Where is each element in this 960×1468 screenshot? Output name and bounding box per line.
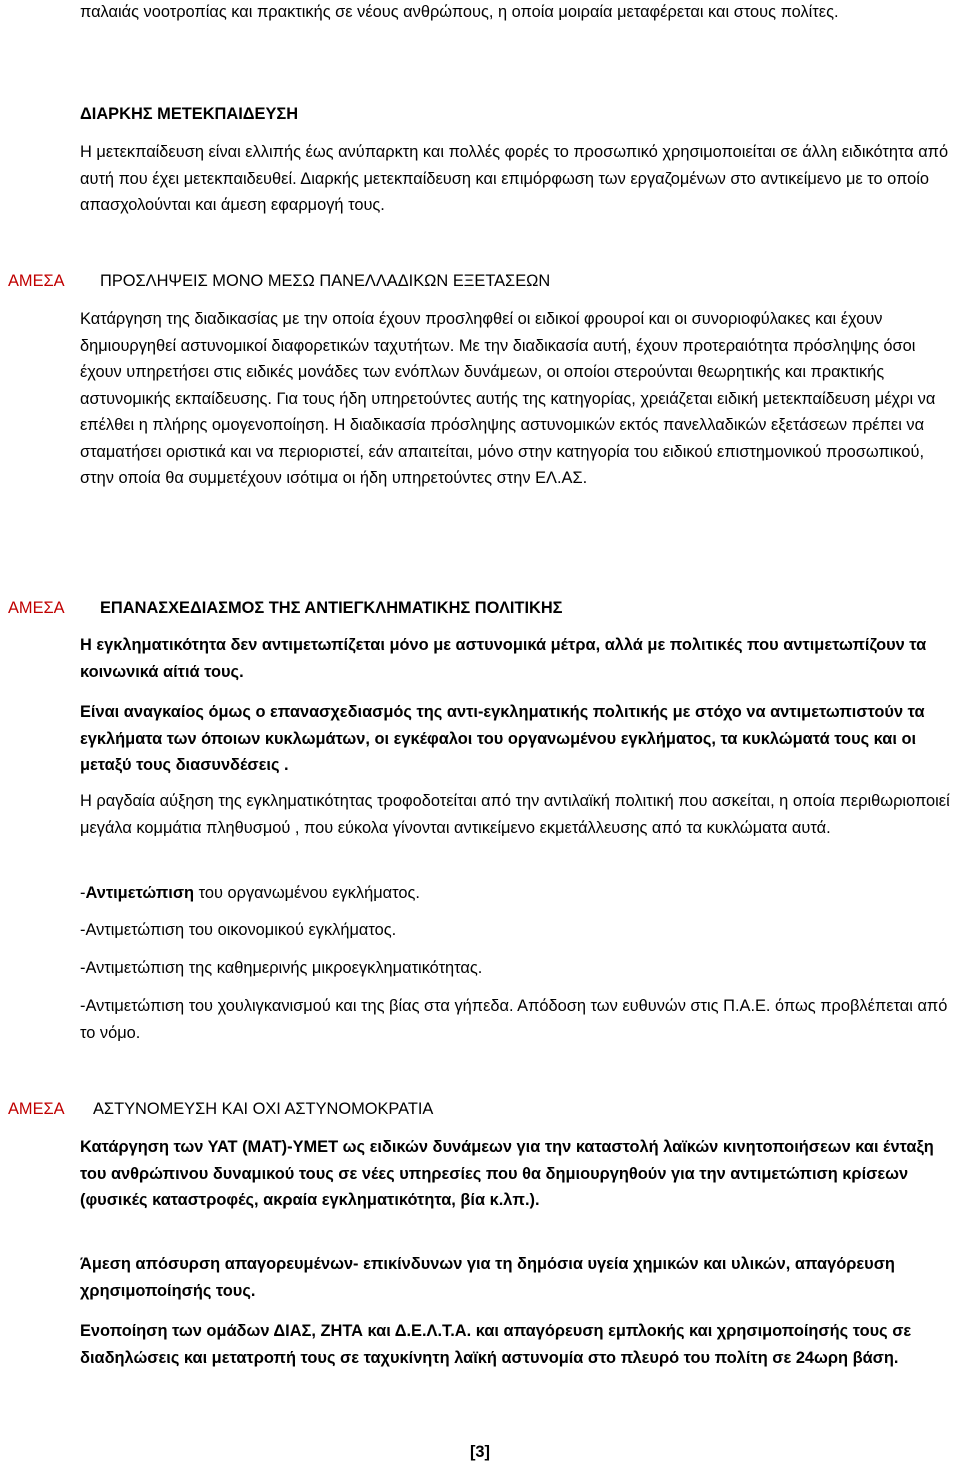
- bullet-dash: -: [80, 884, 86, 902]
- section-heading-anticrime-policy: ΕΠΑΝΑΣΧΕΔΙΑΣΜΟΣ ΤΗΣ ΑΝΤΙΕΓΚΛΗΜΑΤΙΚΗΣ ΠΟΛΙΤΙΚΗΣ: [100, 599, 563, 617]
- priority-tag: ΑΜΕΣΑ: [8, 272, 65, 290]
- continuing-training-paragraph: Η μετεκπαίδευση είναι ελλιπής έως ανύπαρκτη και πολλές φορές το προσωπικό χρησιμοποιείται σε άλλη ειδικότητα από αυτή που έχει μετεκπαιδευθεί. Διαρκής μετεκπαίδευση και επιμόρφωση των εργαζομένων στο αντικείμενο με το οποίο απασχολούνται και άμεση εφαρμογή τους.: [80, 143, 949, 214]
- policing-bold-paragraph-2: Άμεση απόσυρση απαγορευμένων- επικίνδυνων για τη δημόσια υγεία χημικών και υλικών, απαγόρευση χρησιμοποίησής τους.: [80, 1255, 895, 1300]
- recruitment-paragraph: Κατάργηση της διαδικασίας με την οποία έχουν προσληφθεί οι ειδικοί φρουροί και οι συνοριοφύλακες και έχουν δημιουργηθεί αστυνομικοί διαφορετικών ταχυτήτων. Με την διαδικασία αυτή, έχουν προτεραιότητα πρόσληψης όσοι έχουν υπηρετήσει στις ειδικές μονάδες των ενόπλων δυνάμεων, οι οποίοι στερούνται θεωρητικής και πρακτικής αστυνομικής εκπαίδευσης. Για τους ήδη υπηρετούντες αυτής της κατηγορίας, χρειάζεται ειδική μετεκπαίδευση μέχρι να επέλθει η πλήρης ομογενοποίηση. Η διαδικασία πρόσληψης αστυνομικών εκτός πανελλαδικών εξετάσεων πρέπει να σταματήσει οριστικά και να περιοριστεί, εάν απαιτείται, μόνο στην κατηγορία του ειδικού επιστημονικού προσωπικού, στην οποία θα συμμετέχουν ισότιμα οι ήδη υπηρετούντες στην ΕΛ.ΑΣ.: [80, 310, 936, 487]
- policing-bold-paragraph-3: Ενοποίηση των ομάδων ΔΙΑΣ, ΖΗΤΑ και Δ.Ε.Λ.Τ.Α. και απαγόρευση εμπλοκής και χρησιμοποίησής τους σε διαδηλώσεις και μετατροπή τους σε ταχυκίνητη λαϊκή αστυνομία στο πλευρό του πολίτη σε 24ωρη βάση.: [80, 1322, 912, 1367]
- policing-bold-paragraph-1: Κατάργηση των ΥΑΤ (ΜΑΤ)-ΥΜΕΤ ως ειδικών δυνάμεων για την καταστολή λαϊκών κινητοποιήσεων και ένταξη του ανθρώπινου δυναμικού τους σε νέες υπηρεσίες που θα δημιουργηθούν για την αντιμετώπιση κρίσεων (φυσικές καταστροφές, ακραία εγκληματικότητα, βία κ.λπ.).: [80, 1138, 934, 1209]
- anticrime-bullet-1: [80, 880, 960, 907]
- anticrime-bullet-3: -Αντιμετώπιση της καθημερινής μικροεγκληματικότητας.: [80, 959, 483, 977]
- anticrime-bullet-4: -Αντιμετώπιση του χουλιγκανισμού και της βίας στα γήπεδα. Απόδοση των ευθυνών στις Π.Α.Ε. όπως προβλέπεται από το νόμο.: [80, 997, 948, 1042]
- section-heading-continuing-training: ΔΙΑΡΚΗΣ ΜΕΤΕΚΠΑΙΔΕΥΣΗ: [80, 105, 299, 123]
- section-heading-row-policing: [0, 1096, 960, 1122]
- bullet-bold-word: Αντιμετώπιση: [85, 884, 195, 902]
- anticrime-bold-paragraph-2: Είναι αναγκαίος όμως ο επανασχεδιασμός της αντι-εγκληματικής πολιτικής με στόχο να αντιμετωπιστούν τα εγκλήματα των όποιων κυκλωμάτων, οι εγκέφαλοι του οργανωμένου εγκλήματος, τα κυκλώματά τους και οι μεταξύ τους διασυνδέσεις .: [80, 703, 925, 774]
- anticrime-paragraph-3: Η ραγδαία αύξηση της εγκληματικότητας τροφοδοτείται από την αντιλαϊκή πολιτική που ασκείται, η οποία περιθωριοποιεί μεγάλα κομμάτια πληθυσμού , που εύκολα γίνονται αντικείμενο εκμετάλλευσης από τα κυκλώματα αυτά.: [80, 792, 950, 837]
- section-heading-row-recruitment: [0, 268, 960, 294]
- page-number: [3]: [469, 1443, 491, 1461]
- section-heading-row-anticrime-policy: [0, 595, 960, 621]
- section-heading-policing: ΑΣΤΥΝΟΜΕΥΣΗ ΚΑΙ ΟΧΙ ΑΣΤΥΝΟΜΟΚΡΑΤΙΑ: [93, 1100, 434, 1118]
- priority-tag: ΑΜΕΣΑ: [8, 599, 65, 617]
- anticrime-bullet-2: -Αντιμετώπιση του οικονομικού εγκλήματος.: [80, 921, 397, 939]
- intro-paragraph: παλαιάς νοοτροπίας και πρακτικής σε νέους ανθρώπους, η οποία μοιραία μεταφέρεται και στους πολίτες.: [80, 3, 839, 21]
- section-heading-recruitment: ΠΡΟΣΛΗΨΕΙΣ ΜΟΝΟ ΜΕΣΩ ΠΑΝΕΛΛΑΔΙΚΩΝ ΕΞΕΤΑΣΕΩΝ: [100, 272, 551, 290]
- anticrime-bold-paragraph-1: Η εγκληματικότητα δεν αντιμετωπίζεται μόνο με αστυνομικά μέτρα, αλλά με πολιτικές που αντιμετωπίζουν τα κοινωνικά αίτιά τους.: [80, 636, 927, 681]
- priority-tag: ΑΜΕΣΑ: [8, 1100, 65, 1118]
- bullet-text: του οργανωμένου εγκλήματος.: [194, 884, 420, 902]
